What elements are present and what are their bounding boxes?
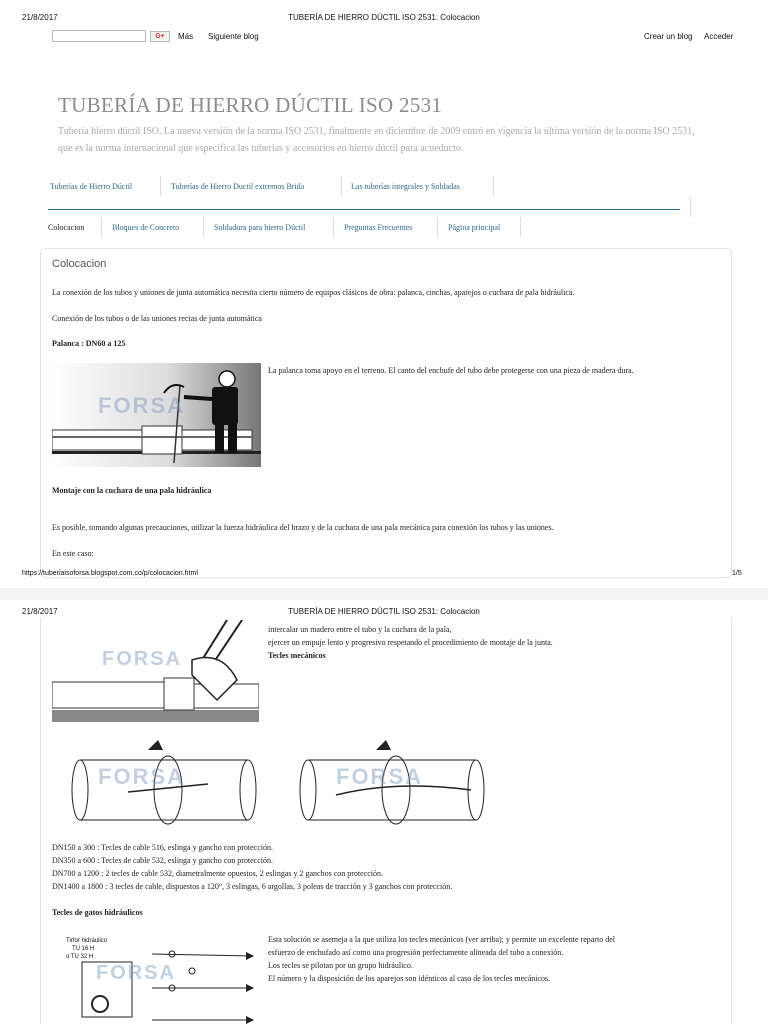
tab-divider [333,217,334,237]
tab-divider [160,176,161,196]
tab-soldadura[interactable]: Soldadura para hierro Dúctil [214,223,306,232]
dn-list-item: DN150 a 300 : Tecles de cable 516, eslinga y gancho con protección. [52,843,273,852]
palanca-illustration [52,363,261,467]
tab-divider [437,217,438,237]
login-link[interactable]: Acceder [704,32,734,41]
more-link[interactable]: Más [178,32,194,41]
tab-divider [493,176,494,196]
tab-integrales-soldadas[interactable]: Las tuberías integrales y Soldadas [351,182,460,191]
post-paragraph: Es posible, tomando algunas precauciones, utilizar la fuerza hidráulica del brazo y de la cuchara de una pala mecánica para conexión los tubos y las uniones. [52,523,554,532]
hydraulic-jack-illustration [62,934,256,1024]
create-blog-link[interactable]: Crear un blog [644,32,693,41]
tab-divider [520,217,521,237]
excavator-bucket-illustration [52,620,259,724]
forsa-watermark: FORSA [102,648,182,670]
diagram-label-box [66,937,107,961]
search-input[interactable] [52,30,146,42]
section-heading: Montaje con la cuchara de una pala hidráulica [52,486,212,495]
tab-divider [101,217,102,237]
next-blog-link[interactable]: Siguiente blog [208,32,259,41]
blog-description: Tubería hierro dúctil ISO. La nueva versión de la norma ISO 2531, finalmente en diciembre de 2009 entró en vigencia la última versión de la norma ISO 2531, que es la norma internacional que especifica las tuberías y accesorios en hierro dúctil para acueducto. [58,126,695,154]
page-break [0,588,768,600]
pdf-date: 21/8/2017 [22,13,58,22]
gatos-text-line: El número y la disposición de los aparejos son idénticos al caso de los tecles mecánicos. [268,974,551,983]
forsa-watermark: FORSA [336,764,423,789]
list-line: intercalar un madero entre el tubo y la cuchara de la pala, [268,625,452,634]
tab-divider [341,176,342,196]
pdf-title: TUBERÍA DE HIERRO DÚCTIL ISO 2531: Colocacion [288,607,480,616]
tab-tuberias-hierro-ductil[interactable]: Tuberías de Hierro Dúctil [50,182,133,191]
post-paragraph: Conexión de los tubos o de las uniones rectas de junta automática [52,314,262,323]
gplus-button[interactable]: G+ [150,31,170,42]
dn-list-item: DN700 a 1200 : 2 tecles de cable 532, diametralmente opuestos, 2 eslingas y 2 ganchos con protección. [52,869,384,878]
list-line: ejercer un empuje lento y progresivo respetando el procedimiento de montaje de la junta. [268,638,553,647]
blog-title[interactable]: TUBERÍA DE HIERRO DÚCTIL ISO 2531 [58,93,443,117]
gatos-text-line: Esta solución se asemeja a la que utiliza los tecles mecánicos (ver arriba); y permite un excelente reparto del [268,935,615,944]
tab-pagina-principal[interactable]: Página principal [448,223,501,232]
forsa-watermark: FORSA [98,393,185,418]
forsa-watermark: FORSA [96,962,176,984]
page-number: 1/5 [732,570,742,577]
tab-bloques-concreto[interactable]: Bloques de Concreto [112,223,180,232]
tab-colocacion[interactable]: Colocacion [48,223,85,232]
gatos-text-line: Los tecles se pilotan por un grupo hidráulico. [268,961,413,970]
diagram-label: TU 16 H [72,946,95,952]
palanca-description: La palanca toma apoyo en el terreno. El canto del enchufe del tubo debe protegerse con una pieza de madera dura. [268,366,634,375]
tab-extremos-brida[interactable]: Tuberías de Hierro Ductil extremos Brida [171,182,305,191]
post-paragraph: En este caso: [52,549,94,558]
diagram-label: Tirfor hidráulico [66,938,108,944]
tab-divider [690,197,691,217]
mechanical-hoist-illustration [68,740,262,830]
dn-list-item: DN1400 a 1800 : 3 tecles de cable, dispuestos a 120°, 3 eslingas, 6 argollas, 3 poleas de tracción y 3 ganchos con protección. [52,882,453,891]
post-title: Colocacion [52,258,107,270]
forsa-watermark: FORSA [98,764,185,789]
pdf-date: 21/8/2017 [22,607,58,616]
diagram-label: o TU 32 H [66,954,94,960]
tabs-underline [48,209,680,210]
gatos-text-line: esfuerzo de enchufado así como una progresión perfectamente alineada del tubo a conexión. [268,948,564,957]
tab-divider [203,217,204,237]
post-border [731,618,732,1024]
tab-preguntas-frecuentes[interactable]: Preguntas Frecuentes [344,223,413,232]
post-border [40,618,41,1024]
section-heading: Tecles mecánicos [268,651,326,660]
section-heading: Tecles de gatos hidráulicos [52,908,143,917]
page-url: https://tuberiaisoforsa.blogspot.com.co/p/colocacion.html [22,570,198,577]
section-heading: Palanca : DN60 a 125 [52,339,126,348]
post-paragraph: La conexión de los tubos y uniones de junta automática necesita cierto número de equipos clásicos de obra: palanca, cinchas, aparejos o cuchara de pala hidráulica. [52,288,575,297]
mechanical-hoist-illustration [296,740,492,830]
pdf-title: TUBERÍA DE HIERRO DÚCTIL ISO 2531: Colocacion [288,13,480,22]
dn-list-item: DN350 a 600 : Tecles de cable 532, eslinga y gancho con protección. [52,856,273,865]
